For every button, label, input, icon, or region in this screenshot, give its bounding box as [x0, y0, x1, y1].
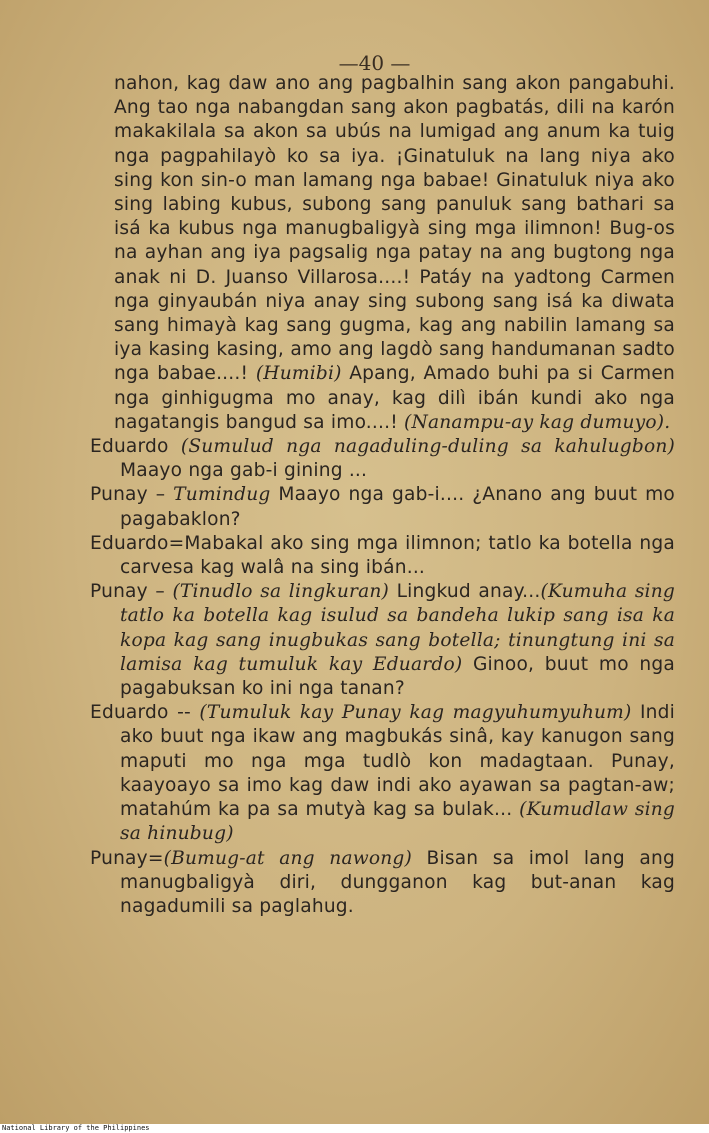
dialogue-text: Maayo nga gab-i gining ... — [120, 460, 368, 482]
speaker-name: Punay — [90, 484, 148, 506]
dialogue-line-2 — [90, 483, 675, 531]
opening-paragraph — [90, 72, 675, 435]
stage-direction: (Bumug-at ang nawong) — [163, 847, 412, 869]
dialogue-line-4 — [90, 580, 675, 701]
opening-text: nahon, kag daw ano ang pagbalhin sang akon pangabuhi. Ang tao nga nabangdan sang akon pagbatás, dili na karón makakilala sa akon sa ubús na lumigad ang anum ka tuig nga pagpahilayò ko sa iya. ¡Ginatuluk na lang niya ako sing kon sin-o man lamang nga babae! Ginatuluk niya ako sing labing kubus, subong sang panuluk sang bathari sa isá ka kubus nga manugbaligyà sing mga ilimnon! Bug-os na ayhan ang iya pagsalig nga patay na ang bugtong nga anak ni D. Juanso Villarosa....! Patáy na yadtong Carmen nga ginyaubán niya anay sing subong sang isá ka diwata sang himayà kag sang gugma, kag ang nabilin lamang sa iya kasing kasing, amo ang lagdò sang handumanan sadto nga babae....! — [114, 73, 675, 385]
stage-direction: (Tinudlo sa lingkuran) — [172, 581, 390, 603]
speaker-name: Punay — [90, 581, 148, 603]
speaker-name: Eduardo — [90, 436, 169, 458]
page-content — [90, 72, 675, 919]
stage-direction: (Sumulud nga nagaduling-duling sa kahulugbon) — [180, 436, 675, 458]
dialogue-text: Bisan sa imol lang ang manugbaligyà diri, dungganon kag but-anan kag nagadumili sa paglahug. — [120, 847, 675, 917]
dialogue-line-5 — [90, 701, 675, 846]
speaker-separator: = — [147, 847, 164, 869]
speaker-separator: – — [147, 484, 174, 506]
page-number: —40 — — [338, 51, 411, 75]
opening-text-2: Apang, Amado buhi pa si Carmen nga ginhigugma mo anay, kag dilì ibán kundi ako nga nagatangis bangud sa imo....! — [114, 363, 675, 433]
speaker-name: Punay — [90, 847, 148, 869]
library-footer: National Library of the Philippines — [2, 1124, 150, 1132]
stage-direction: (Nanampu-ay kag dumuyo). — [404, 411, 671, 433]
stage-direction: (Tumuluk kay Punay kag magyuhumyuhum) — [199, 702, 632, 724]
speaker-separator: – — [147, 581, 173, 603]
speaker-name: Eduardo — [90, 702, 169, 724]
dialogue-text: Ginoo, buut mo nga pagabuksan ko ini nga tanan? — [120, 653, 675, 700]
dialogue-line-1 — [90, 435, 675, 483]
stage-direction: (Humibi) — [255, 363, 342, 385]
dialogue-line-6 — [90, 847, 675, 920]
stage-direction: (Kumuha sing tatlo ka botella kag isulud sa bandeha lukip sang isa ka kopa kag sang inugbukas sang botella; tinungtung ini sa lamisa kag tumuluk kay Eduardo) — [120, 581, 675, 675]
stage-direction: Tumindug — [173, 484, 271, 506]
speaker-separator — [169, 436, 181, 457]
dialogue-text: Lingkud anay... — [396, 581, 541, 603]
dialogue-text: Maayo nga gab-i.... ¿Anano ang buut mo pagabaklon? — [120, 484, 675, 530]
stage-direction: (Kumudlaw sing sa hinubug) — [120, 799, 675, 845]
dialogue-line-3 — [90, 532, 675, 580]
dialogue-text: Indi ako buut nga ikaw ang magbukás sinâ, kay kanugon sang maputi mo nga mga tudlò kon madagtaan. Punay, kaayoayo sa imo kag daw indi ako ayawan sa pagtan-aw; matahúm ka pa sa mutyà kag sa bulak... — [120, 702, 675, 821]
dialogue-text: Mabakal ako sing mga ilimnon; tatlo ka botella nga carvesa kag walâ na sing ibán... — [120, 532, 675, 579]
speaker-separator: = — [168, 532, 185, 554]
speaker-separator: -- — [168, 702, 200, 724]
speaker-name: Eduardo — [90, 532, 169, 554]
